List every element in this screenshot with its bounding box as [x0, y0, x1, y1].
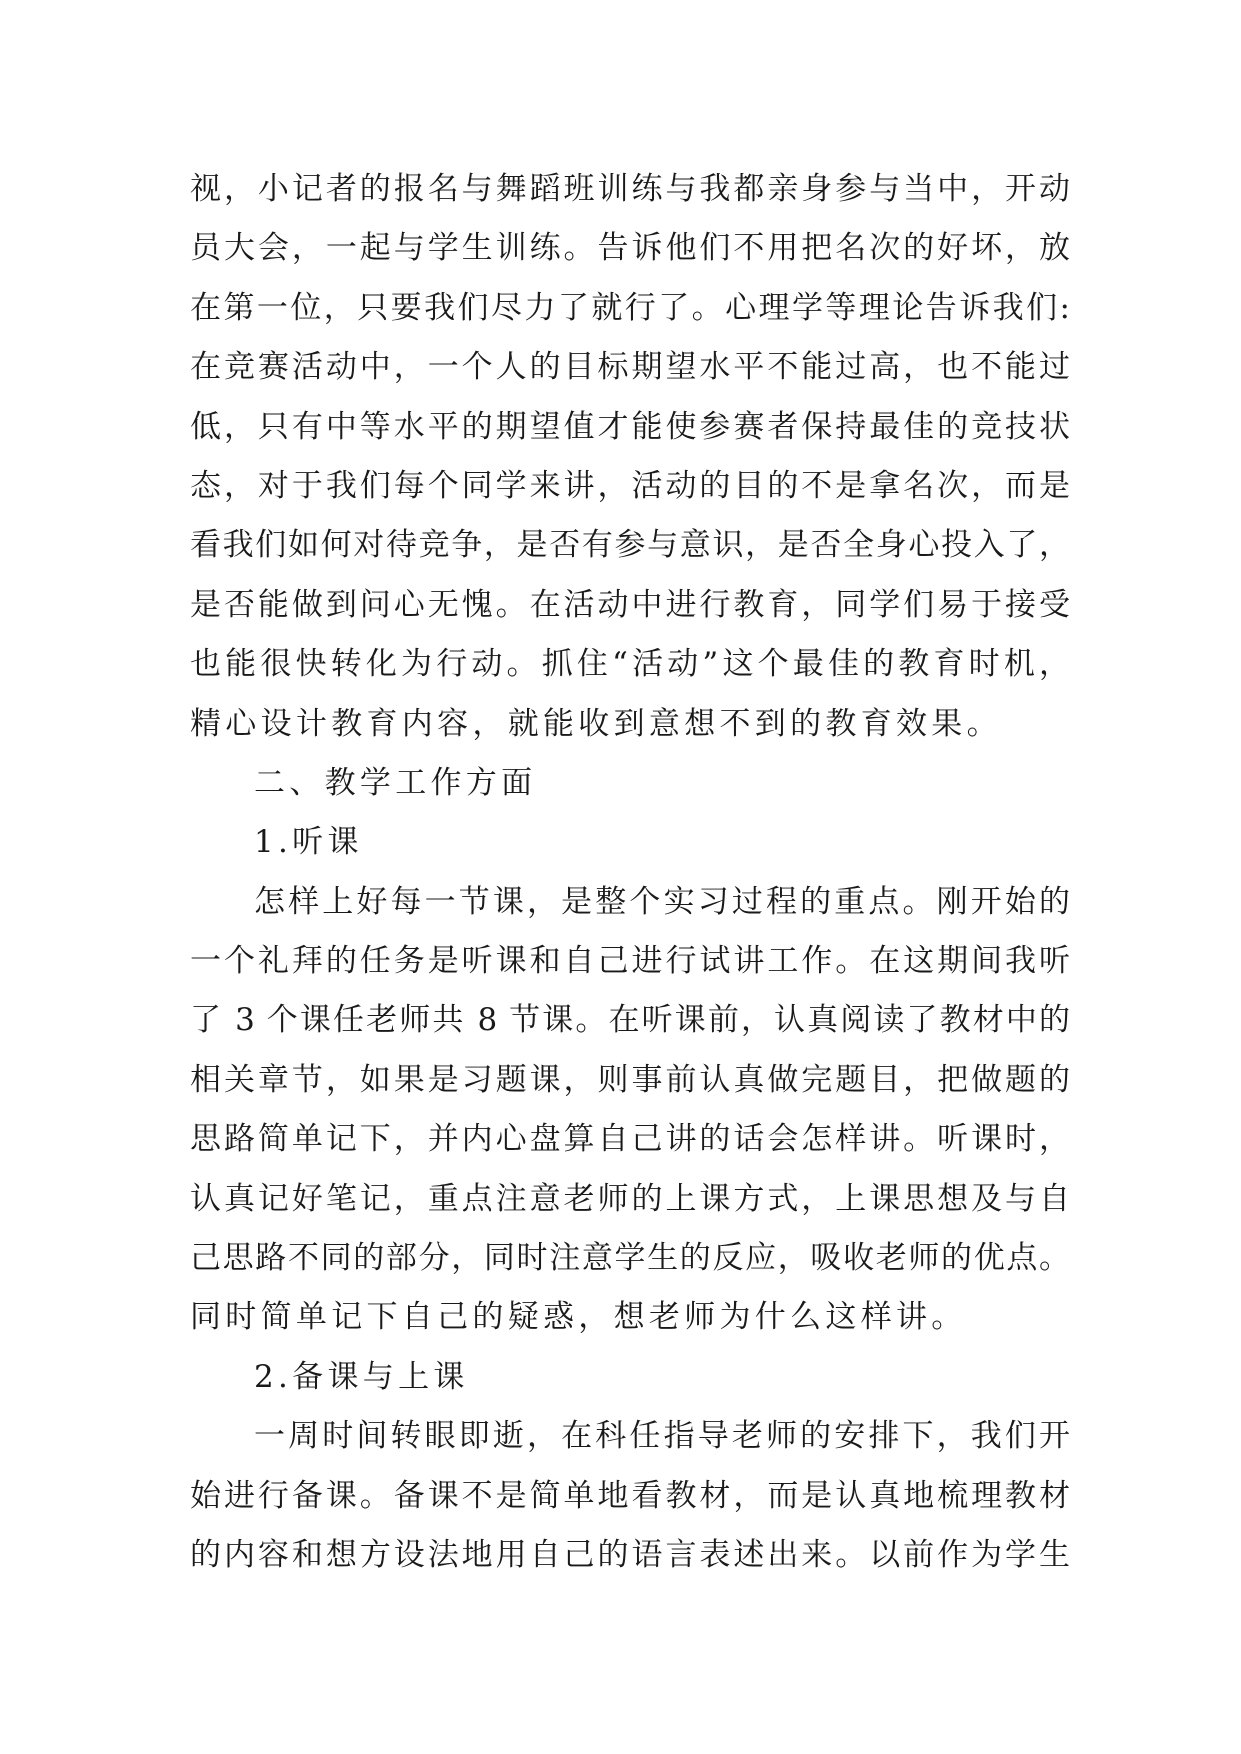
- subsection-heading: 2.备课与上课: [254, 1358, 469, 1395]
- text-line: 始进行备课。备课不是简单地看教材，而是认真地梳理教材: [190, 1477, 1070, 1514]
- text-line: 认真记好笔记，重点注意老师的上课方式，上课思想及与自: [190, 1180, 1070, 1217]
- text-line: 在第一位，只要我们尽力了就行了。心理学等理论告诉我们:: [190, 289, 1070, 326]
- subsection-heading: 1.听课: [254, 824, 363, 861]
- section-heading: 二、教学工作方面: [254, 764, 537, 801]
- text-line: 己思路不同的部分，同时注意学生的反应，吸收老师的优点。: [190, 1240, 1070, 1277]
- text-line: 看我们如何对待竞争，是否有参与意识，是否全身心投入了，: [190, 527, 1070, 564]
- document-body: [190, 160, 1070, 1585]
- text-line: 一周时间转眼即逝，在科任指导老师的安排下，我们开: [254, 1418, 1070, 1455]
- text-line: 员大会，一起与学生训练。告诉他们不用把名次的好坏，放: [190, 230, 1070, 267]
- text-line: 同时简单记下自己的疑惑，想老师为什么这样讲。: [190, 1299, 967, 1336]
- text-line: 在竞赛活动中，一个人的目标期望水平不能过高，也不能过: [190, 349, 1070, 386]
- text-line: 态，对于我们每个同学来讲，活动的目的不是拿名次，而是: [190, 467, 1070, 504]
- text-line: 精心设计教育内容，就能收到意想不到的教育效果。: [190, 705, 1002, 742]
- text-line: 是否能做到问心无愧。在活动中进行教育，同学们易于接受: [190, 586, 1070, 623]
- text-line: 一个礼拜的任务是听课和自己进行试讲工作。在这期间我听: [190, 943, 1070, 980]
- text-line: 怎样上好每一节课，是整个实习过程的重点。刚开始的: [254, 883, 1070, 920]
- text-line: 相关章节，如果是习题课，则事前认真做完题目，把做题的: [190, 1061, 1070, 1098]
- text-line: 也能很快转化为行动。抓住“活动”这个最佳的教育时机，: [190, 646, 1070, 683]
- text-line: 的内容和想方设法地用自己的语言表述出来。以前作为学生: [190, 1536, 1070, 1573]
- text-line: 了 3 个课任老师共 8 节课。在听课前，认真阅读了教材中的: [190, 1002, 1070, 1039]
- text-line: 视，小记者的报名与舞蹈班训练与我都亲身参与当中，开动: [190, 171, 1070, 207]
- text-line: 低，只有中等水平的期望值才能使参赛者保持最佳的竞技状: [190, 408, 1070, 445]
- text-line: 思路简单记下，并内心盘算自己讲的话会怎样讲。听课时，: [190, 1121, 1070, 1158]
